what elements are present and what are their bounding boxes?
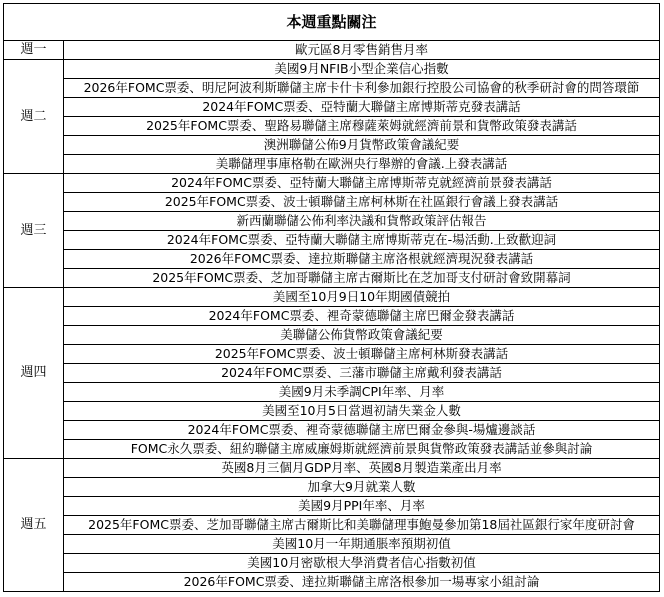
- event-item: 美聯儲理事庫格勒在歐洲央行舉辦的會議.上發表講話: [64, 155, 660, 174]
- table-row: [4, 516, 660, 535]
- event-item: 美國至10月5日當週初請失業金人數: [64, 402, 660, 421]
- page-title: 本週重點關注: [4, 4, 660, 41]
- table-row: [4, 326, 660, 345]
- event-item: 加拿大9月就業人數: [64, 478, 660, 497]
- event-item: 2025年FOMC票委、聖路易聯儲主席穆薩萊姆就經濟前景和貨幣政策發表講話: [64, 117, 660, 136]
- table-row: [4, 60, 660, 79]
- event-item: 2024年FOMC票委、三藩市聯儲主席戴利發表講話: [64, 364, 660, 383]
- event-item: 2024年FOMC票委、亞特蘭大聯儲主席博斯蒂克在-場活動.上致歡迎詞: [64, 231, 660, 250]
- table-row: [4, 117, 660, 136]
- event-item: 2026年FOMC票委、明尼阿波利斯聯儲主席卡什卡利參加銀行控股公司協會的秋季研討會的問答環節: [64, 79, 660, 98]
- event-item: 2026年FOMC票委、達拉斯聯儲主席洛根參加一場專家小組討論: [64, 573, 660, 592]
- table-row: [4, 212, 660, 231]
- event-item: 英國8月三個月GDP月率、英國8月製造業產出月率: [64, 459, 660, 478]
- event-item: 美國10月一年期通脹率預期初值: [64, 535, 660, 554]
- day-label: 週三: [4, 174, 64, 288]
- table-row: [4, 136, 660, 155]
- event-item: 2024年FOMC票委、裡奇蒙德聯儲主席巴爾金發表講話: [64, 307, 660, 326]
- event-item: 美國9月未季調CPI年率、月率: [64, 383, 660, 402]
- table-row: [4, 98, 660, 117]
- event-item: 2024年FOMC票委、亞特蘭大聯儲主席博斯蒂克發表講話: [64, 98, 660, 117]
- event-item: 2024年FOMC票委、亞特蘭大聯儲主席博斯蒂克就經濟前景發表講話: [64, 174, 660, 193]
- event-item: 歐元區8月零售銷售月率: [64, 41, 660, 60]
- event-item: 2026年FOMC票委、達拉斯聯儲主席洛根就經濟現況發表講話: [64, 250, 660, 269]
- title-row: [4, 4, 660, 41]
- table-row: [4, 288, 660, 307]
- table-row: [4, 364, 660, 383]
- event-item: 2025年FOMC票委、波士頓聯儲主席柯林斯發表講話: [64, 345, 660, 364]
- event-item: 美國9月PPI年率、月率: [64, 497, 660, 516]
- event-item: 2025年FOMC票委、芝加哥聯儲主席古爾斯比和美聯儲理事鮑曼參加第18屆社區銀行家年度研討會: [64, 516, 660, 535]
- table-row: [4, 478, 660, 497]
- table-row: [4, 269, 660, 288]
- table-row: [4, 155, 660, 174]
- table-row: [4, 231, 660, 250]
- table-body: [4, 4, 660, 592]
- table-row: [4, 402, 660, 421]
- day-label: 週四: [4, 288, 64, 459]
- event-item: FOMC永久票委、紐約聯儲主席威廉姆斯就經濟前景與貨幣政策發表講話並參與討論: [64, 440, 660, 459]
- table-row: [4, 554, 660, 573]
- table-row: [4, 535, 660, 554]
- event-item: 美國9月NFIB小型企業信心指數: [64, 60, 660, 79]
- event-item: 2025年FOMC票委、波士頓聯儲主席柯林斯在社區銀行會議上發表講話: [64, 193, 660, 212]
- table-row: [4, 440, 660, 459]
- table-row: [4, 383, 660, 402]
- event-item: 美聯儲公佈貨幣政策會議紀要: [64, 326, 660, 345]
- table-row: [4, 421, 660, 440]
- table-row: [4, 41, 660, 60]
- event-item: 2024年FOMC票委、裡奇蒙德聯儲主席巴爾金參與-場爐邊談話: [64, 421, 660, 440]
- weekly-events-table: [3, 3, 660, 592]
- table-row: [4, 497, 660, 516]
- event-item: 2025年FOMC票委、芝加哥聯儲主席古爾斯比在芝加哥支付研討會致開幕詞: [64, 269, 660, 288]
- day-label: 週一: [4, 41, 64, 60]
- day-label: 週二: [4, 60, 64, 174]
- event-item: 美國10月密歇根大學消費者信心指數初值: [64, 554, 660, 573]
- table-row: [4, 79, 660, 98]
- table-row: [4, 307, 660, 326]
- table-row: [4, 345, 660, 364]
- table-row: [4, 573, 660, 592]
- table-row: [4, 459, 660, 478]
- day-label: 週五: [4, 459, 64, 592]
- event-item: 美國至10月9日10年期國債競拍: [64, 288, 660, 307]
- table-row: [4, 174, 660, 193]
- event-item: 新西蘭聯儲公佈利率決議和貨幣政策評估報告: [64, 212, 660, 231]
- event-item: 澳洲聯儲公佈9月貨幣政策會議紀要: [64, 136, 660, 155]
- table-row: [4, 250, 660, 269]
- table-row: [4, 193, 660, 212]
